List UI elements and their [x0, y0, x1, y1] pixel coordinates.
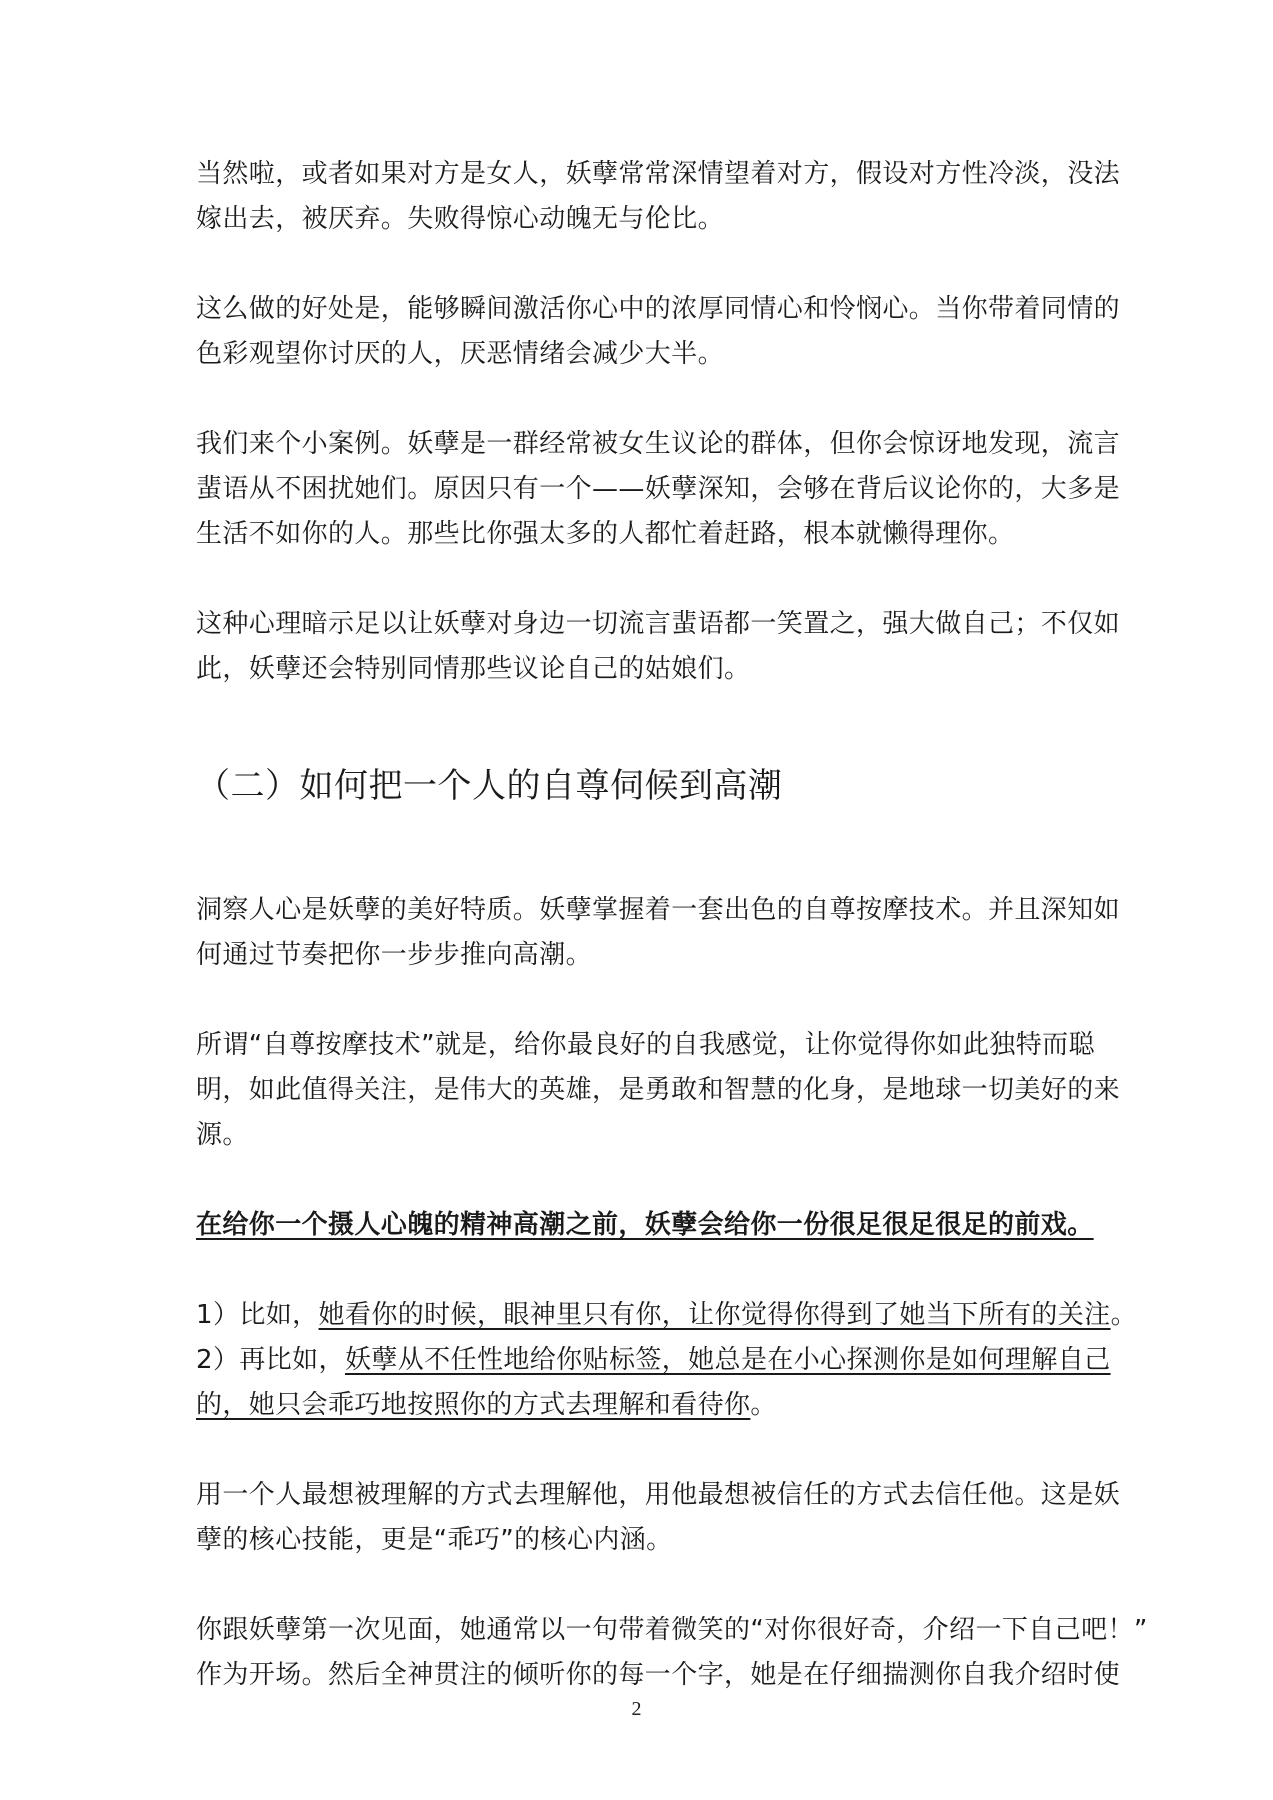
paragraph-line: 洞察人心是妖孽的美好特质。妖孽掌握着一套出色的自尊按摩技术。并且深知如	[196, 895, 1121, 925]
paragraph-line: 这种心理暗示足以让妖孽对身边一切流言蜚语都一笑置之，强大做自己；不仅如	[196, 609, 1121, 639]
list-item-underlined: 妖孽从不任性地给你贴标签，她总是在小心探测你是如何理解自己	[344, 1345, 1111, 1375]
paragraph-line: 我们来个小案例。妖孽是一群经常被女生议论的群体，但你会惊讶地发现，流言	[196, 429, 1121, 459]
paragraph-1	[196, 152, 1121, 242]
paragraph-line: 作为开场。然后全神贯注的倾听你的每一个字，她是在仔细揣测你自我介绍时使	[196, 1660, 1121, 1690]
list-item-1	[196, 1293, 1137, 1338]
paragraph-line: 这么做的好处是，能够瞬间激活你心中的浓厚同情心和怜悯心。当你带着同情的	[196, 294, 1121, 324]
paragraph-4	[196, 602, 1121, 692]
paragraph-line: 何通过节奏把你一步步推向高潮。	[196, 940, 593, 970]
page-content	[196, 152, 1148, 1743]
paragraph-line: 所谓“自尊按摩技术”就是，给你最良好的自我感觉，让你觉得你如此独特而聪	[196, 1030, 1095, 1060]
list-item-prefix: 2）再比如，	[196, 1345, 345, 1375]
paragraph-7	[196, 1473, 1121, 1563]
list-item-underlined: 的，她只会乖巧地按照你的方式去理解和看待你	[196, 1390, 751, 1420]
list-item-underlined: 她看你的时候，眼神里只有你，让你觉得你得到了她当下所有的关注	[318, 1300, 1111, 1330]
paragraph-line: 嫁出去，被厌弃。失败得惊心动魄无与伦比。	[196, 204, 725, 234]
paragraph-6	[196, 1023, 1121, 1158]
paragraph-line: 色彩观望你讨厌的人，厌恶情绪会减少大半。	[196, 339, 725, 369]
paragraph-line: 你跟妖孽第一次见面，她通常以一句带着微笑的“对你很好奇，介绍一下自己吧！”	[196, 1615, 1148, 1645]
list-item-2-continued	[196, 1383, 1096, 1428]
paragraph-5	[196, 888, 1121, 978]
example-list	[196, 1293, 1137, 1428]
emphasis-paragraph	[196, 1203, 1096, 1248]
paragraph-8	[196, 1608, 1148, 1698]
list-item-suffix: 。	[1110, 1300, 1137, 1330]
emphasis-line: 在给你一个摄人心魄的精神高潮之前，妖孽会给你一份很足很足很足的前戏。	[196, 1210, 1094, 1240]
list-item-prefix: 1）比如，	[196, 1300, 319, 1330]
paragraph-3	[196, 422, 1121, 557]
paragraph-2	[196, 287, 1121, 377]
section-heading: （二）如何把一个人的自尊伺候到高潮	[196, 766, 783, 806]
paragraph-line: 蜚语从不困扰她们。原因只有一个——妖孽深知，会够在背后议论你的，大多是	[196, 474, 1121, 504]
page-number: 2	[631, 1698, 642, 1720]
paragraph-line: 孽的核心技能，更是“乖巧”的核心内涵。	[196, 1525, 673, 1555]
paragraph-line: 明，如此值得关注，是伟大的英雄，是勇敢和智慧的化身，是地球一切美好的来	[196, 1075, 1121, 1105]
paragraph-line: 源。	[196, 1120, 249, 1150]
paragraph-line: 用一个人最想被理解的方式去理解他，用他最想被信任的方式去信任他。这是妖	[196, 1480, 1121, 1510]
list-item-suffix: 。	[750, 1390, 777, 1420]
paragraph-line: 生活不如你的人。那些比你强太多的人都忙着赶路，根本就懒得理你。	[196, 519, 1015, 549]
paragraph-line: 当然啦，或者如果对方是女人，妖孽常常深情望着对方，假设对方性冷淡，没法	[196, 159, 1121, 189]
list-item-2	[196, 1338, 1111, 1383]
paragraph-line: 此，妖孽还会特别同情那些议论自己的姑娘们。	[196, 654, 751, 684]
